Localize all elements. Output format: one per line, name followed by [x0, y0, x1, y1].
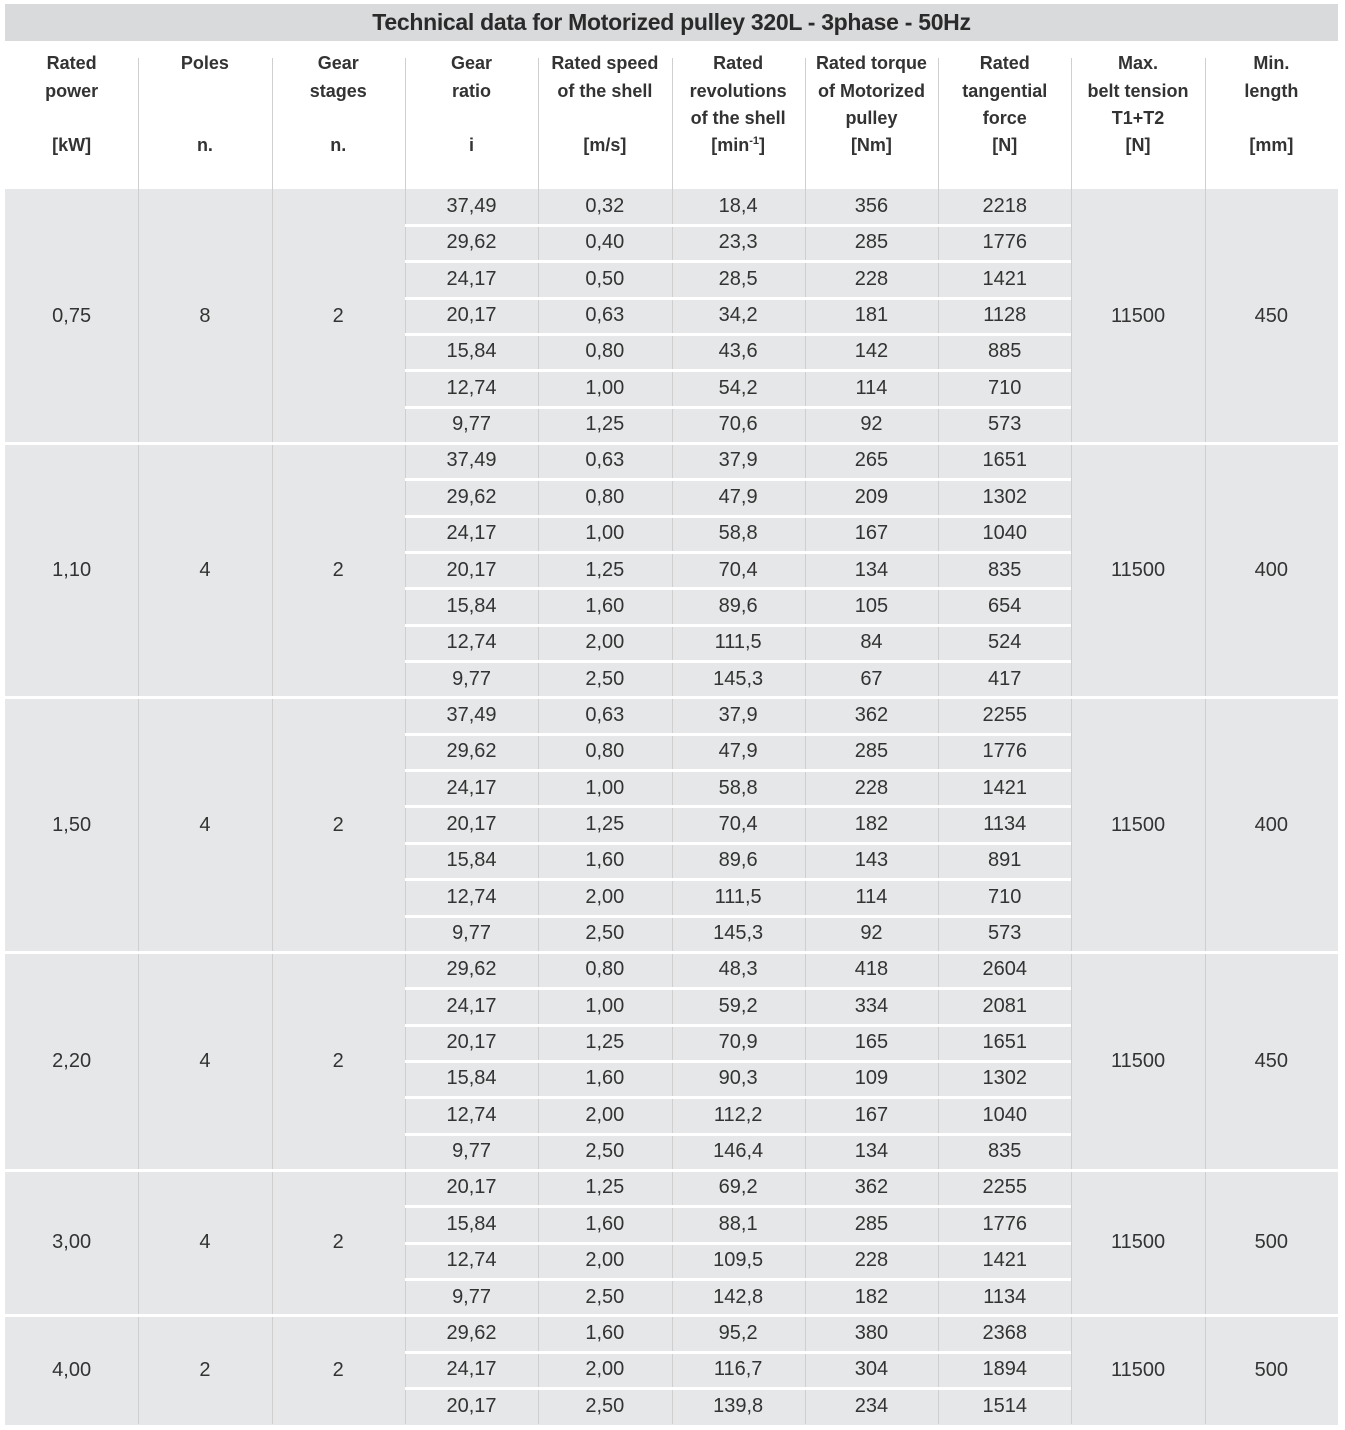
rated-speed-value: 1,00: [585, 776, 625, 799]
rated-power-value: 3,00: [52, 1231, 92, 1254]
rated-tangential-force-value: 2218: [982, 195, 1027, 217]
rated-power-value: 1,50: [52, 813, 92, 836]
rated-revolutions-value: 146,4: [713, 1140, 764, 1163]
gear-ratio-value: 20,17: [446, 1176, 497, 1199]
rated-tangential-force-value: 1134: [983, 812, 1027, 835]
header-unit: [672, 132, 805, 160]
rated-tangential-force-value: 710: [988, 885, 1022, 908]
rated-torque-value: 234: [854, 1394, 889, 1417]
rated-speed-value: 0,63: [585, 304, 625, 327]
gear-stages-value: 2: [332, 813, 344, 836]
rated-revolutions-value: 142,8: [713, 1285, 764, 1308]
rated-torque-value: 334: [854, 994, 889, 1017]
rated-tangential-force-value: 1128: [983, 304, 1027, 327]
max-belt-tension-value: 11500: [1110, 559, 1166, 582]
header-line: of the shell: [557, 80, 653, 101]
rated-torque-value: 167: [854, 522, 889, 545]
header-line: tangential: [962, 80, 1048, 101]
header-unit-text: n.: [196, 135, 213, 155]
gear-stages-value: 2: [332, 1231, 344, 1254]
gear-ratio-value: 12,74: [446, 631, 497, 654]
rated-revolutions-value: 145,3: [713, 667, 764, 690]
rated-tangential-force-value: 891: [988, 849, 1022, 872]
min-length-value: 400: [1254, 559, 1289, 582]
rated-tangential-force-value: 1421: [982, 776, 1027, 799]
rated-torque-value: 285: [854, 231, 889, 254]
header-unit: [1071, 132, 1204, 160]
poles-value: 2: [199, 1358, 211, 1381]
rated-tangential-force-value: 1302: [982, 1067, 1027, 1090]
gear-ratio-value: 20,17: [446, 812, 497, 835]
rated-tangential-force-value: 1776: [982, 740, 1027, 763]
rated-tangential-force-value: 1514: [982, 1394, 1027, 1417]
header-rated-power: [5, 50, 138, 186]
gear-ratio-value: 29,62: [446, 958, 497, 981]
rated-power-value: 0,75: [52, 305, 92, 327]
rated-revolutions-value: 18,4: [718, 195, 758, 217]
rated-tangential-force-value: 524: [988, 631, 1022, 654]
header-unit: [405, 132, 538, 160]
header-unit-text: [m/s]: [583, 135, 627, 155]
header-line: power: [45, 80, 99, 101]
rated-tangential-force-value: 1651: [982, 449, 1027, 472]
gear-ratio-value: 29,62: [446, 485, 497, 508]
header-unit: [272, 132, 405, 160]
rated-tangential-force-value: 573: [988, 922, 1022, 944]
gear-ratio-value: 37,49: [446, 449, 497, 472]
header-line: of the shell: [690, 108, 786, 128]
rated-speed-value: 1,25: [585, 1176, 625, 1199]
gear-ratio-value: 29,62: [446, 1321, 497, 1344]
rated-revolutions-value: 47,9: [718, 740, 758, 763]
header-line: of Motorized: [817, 80, 925, 101]
rated-tangential-force-value: 710: [988, 376, 1022, 399]
gear-stages-value: 2: [332, 1050, 344, 1073]
rated-revolutions-value: 145,3: [713, 922, 764, 944]
rated-revolutions-value: 47,9: [718, 485, 758, 508]
rated-speed-value: 2,50: [585, 1140, 625, 1163]
header-line: ratio: [452, 80, 492, 101]
header-unit-text: [N]: [992, 135, 1018, 155]
rated-torque-value: 380: [854, 1321, 889, 1344]
gear-ratio-value: 24,17: [446, 776, 497, 799]
min-length-value: 450: [1254, 1050, 1289, 1073]
rated-speed-value: 1,25: [585, 558, 625, 581]
rated-torque-value: 165: [854, 1031, 889, 1054]
rated-revolutions-value: 70,6: [718, 413, 758, 436]
rated-tangential-force-value: 2604: [982, 958, 1027, 981]
rated-tangential-force-value: 1134: [983, 1285, 1027, 1308]
gear-ratio-value: 9,77: [452, 667, 491, 690]
header-unit: [5, 132, 138, 160]
rated-torque-value: 181: [854, 304, 889, 327]
poles-value: 4: [199, 559, 211, 582]
rated-revolutions-value: 43,6: [718, 340, 758, 363]
header-gear-stages: [272, 50, 405, 186]
rated-power-value: 1,10: [52, 559, 92, 582]
header-line: stages: [309, 80, 367, 101]
header-unit-text: [mm]: [1249, 135, 1294, 155]
rated-speed-value: 1,00: [585, 994, 625, 1017]
header-unit-text: n.: [330, 135, 347, 155]
rated-revolutions-value: 58,8: [718, 776, 758, 799]
rated-speed-value: 1,00: [585, 522, 625, 545]
rated-speed-value: 1,25: [585, 1031, 625, 1054]
rated-revolutions-value: 58,8: [718, 522, 758, 545]
gear-ratio-value: 15,84: [446, 340, 497, 363]
gear-stages-value: 2: [332, 305, 344, 327]
min-length-value: 500: [1254, 1358, 1289, 1381]
header-unit-text: i: [469, 135, 475, 155]
gear-stages-value: 2: [332, 559, 344, 582]
header-unit-text: [N]: [1125, 135, 1151, 155]
rated-revolutions-value: 70,9: [718, 1031, 758, 1054]
header-rated-revolutions: [672, 50, 805, 186]
rated-torque-value: 285: [854, 740, 889, 763]
rated-tangential-force-value: 835: [988, 558, 1022, 581]
rated-revolutions-value: 54,2: [718, 376, 758, 399]
rated-revolutions-value: 70,4: [718, 812, 758, 835]
rated-speed-value: 0,80: [585, 340, 625, 363]
rated-tangential-force-value: 1421: [982, 1249, 1027, 1272]
rated-torque-value: 362: [854, 1176, 889, 1199]
header-line: Rated: [713, 53, 764, 73]
rated-tangential-force-value: 2368: [982, 1321, 1027, 1344]
gear-ratio-value: 15,84: [446, 594, 497, 617]
rated-speed-value: 1,60: [585, 1321, 625, 1344]
gear-ratio-value: 29,62: [446, 740, 497, 763]
gear-ratio-value: 37,49: [446, 195, 497, 217]
rated-tangential-force-value: 1776: [982, 1212, 1027, 1235]
rated-revolutions-value: 70,4: [718, 558, 758, 581]
header-line: Gear: [317, 53, 359, 73]
rated-speed-value: 2,00: [585, 631, 625, 654]
header-rated-tangential-force: [938, 50, 1071, 186]
header-rated-torque: [805, 50, 938, 186]
rated-tangential-force-value: 2255: [982, 703, 1027, 726]
header-line: Poles: [180, 53, 229, 73]
rated-speed-value: 2,00: [585, 1103, 625, 1126]
rated-tangential-force-value: 573: [988, 413, 1022, 436]
header-max-belt-tension: [1071, 50, 1204, 186]
gear-ratio-value: 12,74: [446, 1249, 497, 1272]
poles-value: 4: [199, 1050, 211, 1073]
header-unit: [1205, 132, 1338, 160]
header-unit: [538, 132, 671, 160]
rated-tangential-force-value: 417: [988, 667, 1022, 690]
header-line: Rated speed: [551, 53, 659, 73]
gear-ratio-value: 15,84: [446, 849, 497, 872]
header-unit-text: [kW]: [52, 135, 92, 155]
rated-speed-value: 0,32: [585, 195, 625, 217]
header-rated-speed: [538, 50, 671, 186]
rated-torque-value: 114: [855, 376, 888, 399]
rated-torque-value: 362: [854, 703, 889, 726]
gear-ratio-value: 12,74: [446, 885, 497, 908]
rated-torque-value: 228: [854, 776, 889, 799]
gear-ratio-value: 20,17: [446, 304, 497, 327]
rated-torque-value: 265: [854, 449, 889, 472]
gear-ratio-value: 9,77: [452, 413, 491, 436]
poles-value: 8: [199, 305, 211, 327]
rated-speed-value: 1,60: [585, 594, 625, 617]
gear-ratio-value: 20,17: [446, 558, 497, 581]
technical-data-table: [5, 0, 1338, 1430]
header-unit-superscript: -1: [749, 135, 760, 147]
rated-torque-value: 109: [854, 1067, 889, 1090]
rated-revolutions-value: 95,2: [718, 1321, 758, 1344]
rated-torque-value: 167: [854, 1103, 889, 1126]
rated-tangential-force-value: 1302: [982, 485, 1027, 508]
rated-revolutions-value: 89,6: [718, 594, 758, 617]
rated-tangential-force-value: 1776: [982, 231, 1027, 254]
gear-ratio-value: 24,17: [446, 522, 497, 545]
rated-power-value: 4,00: [52, 1358, 92, 1381]
rated-tangential-force-value: 1651: [982, 1031, 1027, 1054]
rated-speed-value: 0,80: [585, 740, 625, 763]
rated-revolutions-value: 48,3: [718, 958, 758, 981]
rated-revolutions-value: 37,9: [718, 703, 758, 726]
min-length-value: 450: [1254, 305, 1289, 327]
header-min-length: [1205, 50, 1338, 186]
rated-speed-value: 2,00: [585, 1358, 625, 1381]
rated-speed-value: 2,50: [585, 1394, 625, 1417]
header-unit: [805, 132, 938, 160]
rated-revolutions-value: 89,6: [718, 849, 758, 872]
gear-ratio-value: 20,17: [446, 1031, 497, 1054]
header-line: revolutions: [689, 80, 787, 101]
rated-torque-value: 182: [854, 1285, 889, 1308]
header-line: Max.: [1118, 53, 1159, 73]
header-unit-end: ]: [759, 135, 766, 155]
header-line: Rated torque: [815, 53, 927, 73]
rated-speed-value: 1,60: [585, 849, 625, 872]
rated-torque-value: 182: [854, 812, 889, 835]
gear-ratio-value: 29,62: [446, 231, 497, 254]
header-unit: [138, 132, 271, 160]
rated-speed-value: 2,50: [585, 922, 625, 944]
header-line: pulley: [845, 108, 898, 128]
rated-torque-value: 228: [854, 1249, 889, 1272]
rated-revolutions-value: 116,7: [713, 1358, 763, 1381]
max-belt-tension-value: 11500: [1110, 1231, 1166, 1254]
rated-speed-value: 0,63: [585, 703, 625, 726]
rated-torque-value: 67: [860, 667, 883, 690]
rated-torque-value: 105: [854, 594, 889, 617]
rated-torque-value: 209: [854, 485, 889, 508]
rated-torque-value: 92: [860, 922, 883, 944]
header-line: Rated: [46, 53, 97, 73]
rated-revolutions-value: 37,9: [718, 449, 758, 472]
rated-speed-value: 0,63: [585, 449, 625, 472]
header-unit: [938, 132, 1071, 160]
rated-torque-value: 304: [854, 1358, 889, 1381]
rated-tangential-force-value: 1040: [982, 522, 1027, 545]
header-line: force: [982, 108, 1027, 128]
rated-torque-value: 228: [854, 267, 889, 290]
rated-revolutions-value: 139,8: [713, 1394, 764, 1417]
gear-ratio-value: 24,17: [446, 267, 497, 290]
rated-revolutions-value: 28,5: [718, 267, 758, 290]
rated-speed-value: 0,80: [585, 958, 625, 981]
gear-ratio-value: 9,77: [452, 1285, 491, 1308]
gear-ratio-value: 15,84: [446, 1212, 497, 1235]
rated-speed-value: 1,00: [585, 376, 625, 399]
header-line: T1+T2: [1111, 108, 1165, 128]
rated-revolutions-value: 111,5: [714, 885, 762, 908]
rated-torque-value: 418: [854, 958, 889, 981]
gear-ratio-value: 24,17: [446, 1358, 497, 1381]
max-belt-tension-value: 11500: [1110, 305, 1166, 327]
rated-revolutions-value: 69,2: [718, 1176, 758, 1199]
gear-ratio-value: 12,74: [446, 376, 497, 399]
rated-revolutions-value: 109,5: [713, 1249, 764, 1272]
rated-revolutions-value: 59,2: [718, 994, 758, 1017]
max-belt-tension-value: 11500: [1110, 813, 1166, 836]
rated-torque-value: 134: [854, 558, 889, 581]
rated-speed-value: 1,60: [585, 1067, 625, 1090]
header-poles: [138, 50, 271, 186]
rated-tangential-force-value: 885: [988, 340, 1022, 363]
rated-torque-value: 92: [860, 413, 883, 436]
rated-tangential-force-value: 1894: [982, 1358, 1027, 1381]
rated-speed-value: 0,50: [585, 267, 625, 290]
rated-revolutions-value: 34,2: [718, 304, 758, 327]
header-unit-text: [min: [711, 135, 750, 155]
gear-ratio-value: 9,77: [452, 922, 491, 944]
rated-tangential-force-value: 1421: [982, 267, 1027, 290]
max-belt-tension-value: 11500: [1110, 1050, 1166, 1073]
rated-speed-value: 0,80: [585, 485, 625, 508]
gear-ratio-value: 9,77: [452, 1140, 491, 1163]
rated-tangential-force-value: 835: [988, 1140, 1022, 1163]
header-unit-text: [Nm]: [850, 135, 892, 155]
rated-tangential-force-value: 1040: [982, 1103, 1027, 1126]
rated-revolutions-value: 112,2: [713, 1103, 763, 1126]
rated-revolutions-value: 90,3: [718, 1067, 758, 1090]
header-gear-ratio: [405, 50, 538, 186]
rated-torque-value: 143: [854, 849, 889, 872]
rated-torque-value: 142: [854, 340, 889, 363]
rated-speed-value: 0,40: [585, 231, 625, 254]
rated-power-value: 2,20: [52, 1050, 92, 1073]
gear-ratio-value: 37,49: [446, 703, 497, 726]
rated-tangential-force-value: 2255: [982, 1176, 1027, 1199]
poles-value: 4: [199, 813, 211, 836]
gear-stages-value: 2: [332, 1358, 344, 1381]
rated-tangential-force-value: 2081: [982, 994, 1027, 1017]
rated-speed-value: 1,60: [585, 1212, 625, 1235]
gear-ratio-value: 12,74: [446, 1103, 497, 1126]
poles-value: 4: [199, 1231, 211, 1254]
rated-speed-value: 2,50: [585, 1285, 625, 1308]
rated-torque-value: 356: [854, 195, 889, 217]
min-length-value: 400: [1254, 813, 1289, 836]
rated-speed-value: 2,50: [585, 667, 625, 690]
rated-speed-value: 2,00: [585, 885, 625, 908]
header-line: Gear: [451, 53, 493, 73]
header-line: length: [1244, 80, 1299, 101]
rated-speed-value: 2,00: [585, 1249, 625, 1272]
rated-revolutions-value: 23,3: [718, 231, 758, 254]
rated-speed-value: 1,25: [585, 413, 625, 436]
rated-speed-value: 1,25: [585, 812, 625, 835]
rated-revolutions-value: 111,5: [714, 631, 762, 654]
header-line: Min.: [1253, 53, 1290, 73]
max-belt-tension-value: 11500: [1110, 1358, 1166, 1381]
rated-torque-value: 134: [854, 1140, 889, 1163]
rated-torque-value: 285: [854, 1212, 889, 1235]
header-line: Rated: [979, 53, 1030, 73]
rated-tangential-force-value: 654: [988, 594, 1022, 617]
rated-revolutions-value: 88,1: [718, 1212, 758, 1235]
header-line: belt tension: [1087, 80, 1189, 101]
gear-ratio-value: 24,17: [446, 994, 497, 1017]
rated-torque-value: 114: [855, 885, 888, 908]
gear-ratio-value: 15,84: [446, 1067, 497, 1090]
rated-torque-value: 84: [860, 631, 883, 654]
min-length-value: 500: [1254, 1231, 1289, 1254]
table-title: Technical data for Motorized pulley 320L - 3phase - 50Hz: [372, 9, 971, 35]
gear-ratio-value: 20,17: [446, 1394, 497, 1417]
